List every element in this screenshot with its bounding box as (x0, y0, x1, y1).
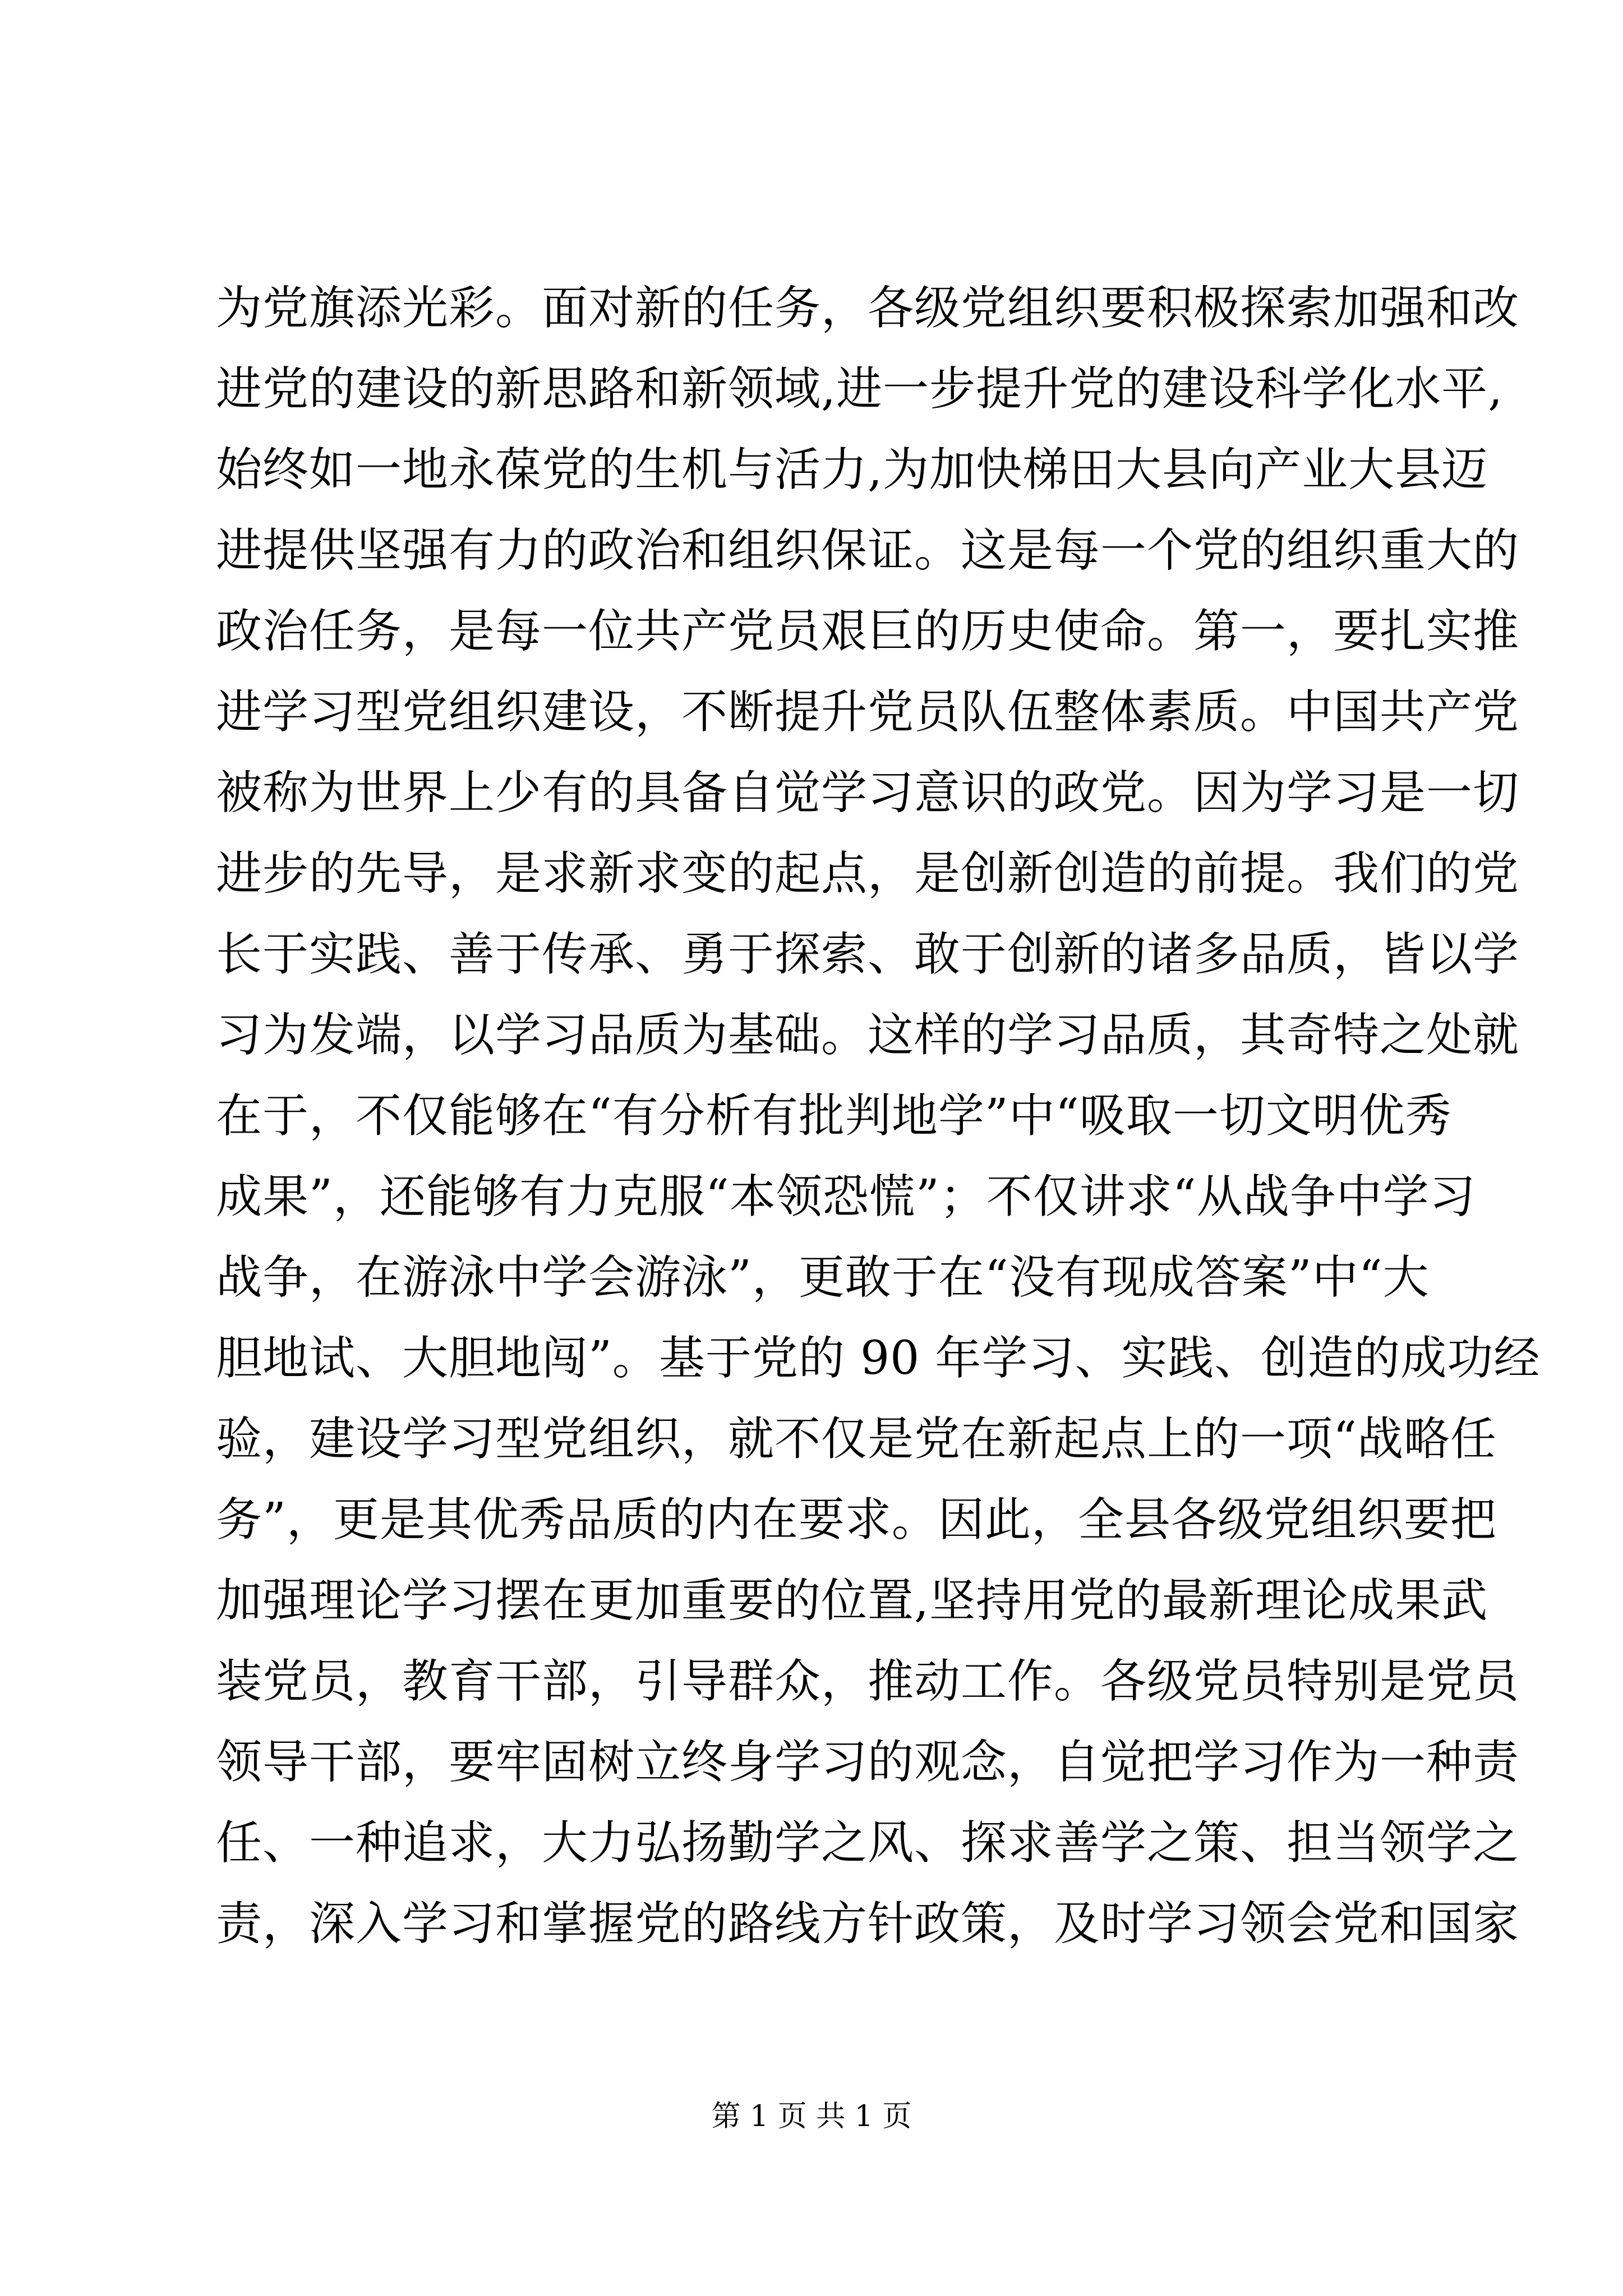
text-line: 在于，不仅能够在“有分析有批判地学”中“吸取一切文明优秀 (216, 1089, 1452, 1143)
text-line: 进党的建设的新思路和新领域,进一步提升党的建设科学化水平, (216, 362, 1504, 416)
text-line: 责，深入学习和掌握党的路线方针政策，及时学习领会党和国家 (216, 1897, 1520, 1950)
page-number-footer: 第 1 页 共 1 页 (711, 2100, 912, 2133)
text-line: 装党员，教育干部，引导群众，推动工作。各级党员特别是党员 (216, 1655, 1520, 1708)
text-line: 始终如一地永葆党的生机与活力,为加快梯田大县向产业大县迈 (216, 443, 1488, 496)
text-line: 习为发端，以学习品质为基础。这样的学习品质，其奇特之处就 (216, 1009, 1520, 1062)
body-text (216, 268, 1541, 1964)
text-line: 战争，在游泳中学会游泳”，更敢于在“没有现成答案”中“大 (216, 1251, 1430, 1304)
text-line: 进学习型党组织建设，不断提升党员队伍整体素质。中国共产党 (216, 685, 1520, 739)
text-line: 被称为世界上少有的具备自觉学习意识的政党。因为学习是一切 (216, 766, 1520, 820)
text-line: 成果”，还能够有力克服“本领恐慌”；不仅讲求“从战争中学习 (216, 1170, 1476, 1223)
text-line: 加强理论学习摆在更加重要的位置,坚持用党的最新理论成果武 (216, 1574, 1488, 1627)
text-line: 进提供坚强有力的政治和组织保证。这是每一个党的组织重大的 (216, 524, 1520, 577)
text-line: 进步的先导，是求新求变的起点，是创新创造的前提。我们的党 (216, 847, 1520, 900)
text-line: 政治任务，是每一位共产党员艰巨的历史使命。第一，要扎实推 (216, 605, 1520, 658)
text-line: 为党旗添光彩。面对新的任务，各级党组织要积极探索加强和改 (216, 282, 1520, 335)
text-line: 领导干部，要牢固树立终身学习的观念，自觉把学习作为一种责 (216, 1736, 1520, 1789)
text-line: 验，建设学习型党组织，就不仅是党在新起点上的一项“战略任 (216, 1412, 1497, 1466)
text-line: 长于实践、善于传承、勇于探索、敢于创新的诸多品质，皆以学 (216, 928, 1520, 981)
text-line: 任、一种追求，大力弘扬勤学之风、探求善学之策、担当领学之 (216, 1816, 1520, 1870)
text-line: 胆地试、大胆地闯”。基于党的 90 年学习、实践、创造的成功经 (216, 1332, 1541, 1385)
text-line: 务”，更是其优秀品质的内在要求。因此，全县各级党组织要把 (216, 1493, 1497, 1547)
